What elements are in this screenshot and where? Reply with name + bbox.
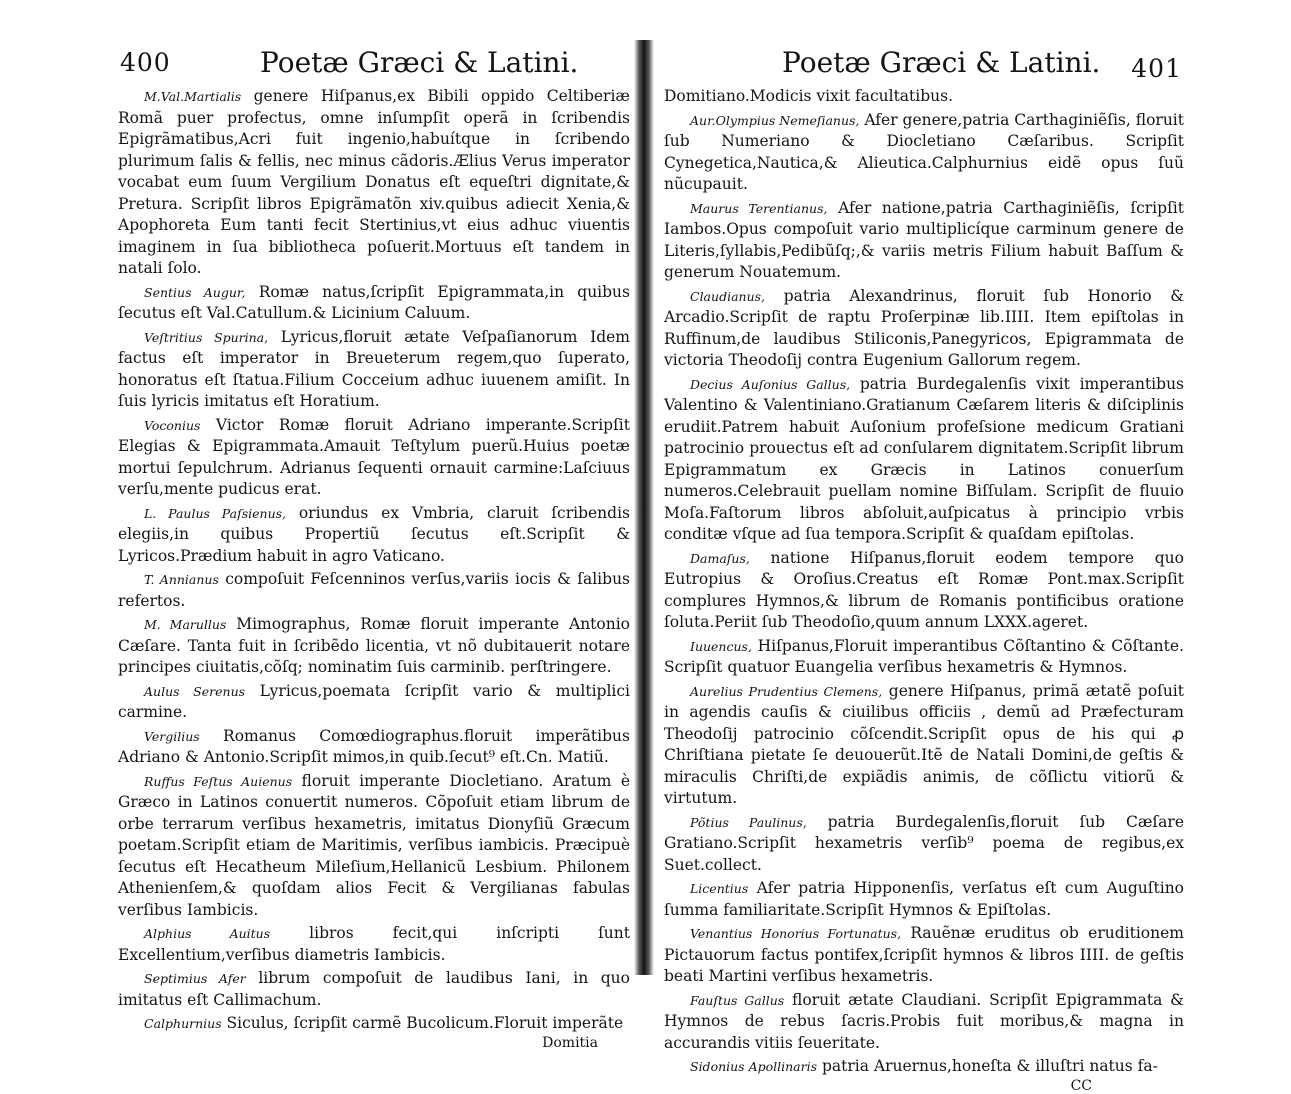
poet-entry xyxy=(118,1013,630,1035)
right-catchword: CC xyxy=(1070,1077,1092,1094)
left-page xyxy=(118,40,631,1051)
poet-name: Alphius Auitus xyxy=(144,926,271,941)
poet-name: Sentius Augur, xyxy=(144,284,246,300)
poet-entry xyxy=(664,923,1184,988)
poet-description: Lyricus,floruit ætate Veſpaſianorum Idem factus eſt imperator in Breueterum regem,quo ſuperato, honoratus eſt ſtatua.Filium Cocceium adhuc iuuenem amiſit. In ſuis lyricis imitatus eſt Horatium. xyxy=(118,327,630,410)
poet-description: Afer genere,patria Carthaginiẽſis, floruit ſub Numeriano & Diocletiano Cæſaribus. Scripſit Cynegetica,Nautica,& Alieutica.Calphurnius eidẽ opus ſuũ nũcupauit. xyxy=(664,110,1184,193)
poet-description: patria Aruernus,honeſta & illuſtri natus fa- xyxy=(821,1057,1158,1075)
poet-name: Venantius Honorius Fortunatus, xyxy=(690,926,902,941)
poet-name: Aur.Olympius Nemeſianus, xyxy=(690,112,860,128)
poet-description: Afer natione,patria Carthaginiẽſis, ſcripſit Iambos.Opus compoſuit vario multiplicíque carminum genere de Literis,ſyllabis,Pedibũſq;,& variis metris Filium habuit Baſſum & generum Nouatemum. xyxy=(664,198,1184,281)
poet-entry xyxy=(664,374,1184,546)
left-entries xyxy=(118,86,630,1035)
poet-name: L. Paulus Paſsienus, xyxy=(144,505,287,521)
poet-description: Siculus, ſcripſit carmẽ Bucolicum.Floruit imperãte xyxy=(226,1014,624,1032)
poet-description: oriundus ex Vmbria, claruit ſcribendis elegiis,in quibus Propertiũ ſecutus eſt.Scripſit & Lyricos.Prædium habuit in agro Vaticano. xyxy=(118,503,630,565)
poet-name: Fauſtus Gallus xyxy=(690,992,785,1008)
poet-description: Hiſpanus,Floruit imperantibus Cõſtantino & Cõſtante. Scripſit quatuor Euangelia verſibus hexametris & Hymnos. xyxy=(664,636,1184,676)
poet-entry xyxy=(118,415,630,501)
left-running-head: Poetæ Græci & Latini. xyxy=(260,46,579,79)
poet-name: Damaſus, xyxy=(690,550,750,566)
poet-description: libros fecit,qui inſcripti ſunt Excellentium,verſibus diametris Iambicis. xyxy=(118,924,630,964)
poet-name: Veſtritius Spurina, xyxy=(144,329,269,345)
poet-entry xyxy=(118,503,630,568)
poet-name: Septimius Afer xyxy=(144,971,246,986)
poet-description: Mimographus, Romæ floruit imperante Antonio Cæſare. Tanta fuit in ſcribẽdo licentia, vt nõ dubitauerit notare principes ciuitatis,cõſq; nominatim ſuis carminib. perſtringere. xyxy=(118,615,631,676)
poet-description: Lyricus,poemata ſcripſit vario & multiplici carmine. xyxy=(118,681,630,721)
poet-entry xyxy=(118,86,630,280)
poet-description: Rauẽnæ eruditus ob eruditionem Pictauorum factus pontifex,ſcripſit hymnos & libros IIII. de geſtis beati Martini verſibus hexametris. xyxy=(664,924,1184,985)
poet-description: floruit ætate Claudiani. Scripſit Epigrammata & Hymnos de rebus ſacris.Probis fuit moribus,& magna in accurandis vitiis ſeueritate. xyxy=(664,990,1184,1052)
poet-name: Ruffus Feſtus Auienus xyxy=(144,773,293,789)
poet-entry xyxy=(118,923,630,966)
poet-entry xyxy=(664,990,1184,1055)
poet-name: Calphurnius xyxy=(144,1016,222,1031)
poet-description: Romanus Comœdiographus.floruit imperãtibus Adriano & Antonio.Scripſit mimos,in quib.ſecut⁹ eſt.Cn. Matiũ. xyxy=(118,726,630,766)
poet-entry xyxy=(118,282,630,325)
poet-description: genere Hiſpanus, primã ætatẽ poſuit in agendis cauſis & ciuilibus officiis , demũ ad Præfecturam Theodoſij patrocinio cõſcendit.Scripſit opus de his qui ꝓ Chriſtiana pietate ſe deuouerũt.Itẽ de Natali Domini,de geſtis & miraculis Chriſti,de expiãdis animis, de cõſlictu vitiorũ & virtutum. xyxy=(664,681,1184,807)
poet-name: Maurus Terentianus, xyxy=(690,200,828,216)
poet-name: M. Marullus xyxy=(144,617,227,632)
poet-entry xyxy=(664,1056,1184,1078)
poet-description: librum compoſuit de laudibus Iani, in quo imitatus eſt Callimachum. xyxy=(118,969,630,1009)
poet-name: T. Annianus xyxy=(144,572,219,587)
poet-entry xyxy=(664,681,1184,810)
left-page-header xyxy=(118,40,630,86)
poet-entry xyxy=(118,968,630,1011)
poet-description: floruit imperante Diocletiano. Aratum è Græco in Latinos conuertit numeros. Cõpoſuit etiam librum de orbe terrarum verſibus hexametris, imitatus Dionyſiũ Græcum poetam.Scripſit etiam de Maritimis, verſibus iambicis. Præcipuè ſecutus eſt Hecatheum Mileſium,Hellanicũ Lesbium. Philonem Athenienſem,& quoſdam alios Fecit & Vergilianas fabulas verſibus Iambicis. xyxy=(118,771,630,919)
poet-description: patria Burdegalenſis vixit imperantibus Valentino & Valentiniano.Gratianum Cæſarem literis & diſciplinis erudiit.Patrem habuit Auſonium profeſsione medicum Gratiani patrocinio prouectus eſt ad conſularem dignitatem.Scripſit librum Epigrammatum ex Græcis in Latinos conuerſum numeros.Celebrauit puellam nomine Biſſulam. Scripſit de fluuio Moſa.Faſtorum libros abſoluit,auſpicatus à principio vrbis conditæ vſque ad ſua tempora.Scripſit & quaſdam epiſtolas. xyxy=(664,374,1185,543)
right-page-header xyxy=(664,40,1184,86)
poet-description: patria Burdegalenſis,floruit ſub Cæſare Gratiano.Scripſit hexametris verſib⁹ poema de regibus,ex Suet.collect. xyxy=(664,812,1184,874)
poet-name: Voconius xyxy=(144,417,201,433)
poet-entry xyxy=(118,771,630,922)
poet-name: Claudianus, xyxy=(690,288,766,304)
poet-name: Licentius xyxy=(690,881,749,896)
right-page xyxy=(664,40,1185,1094)
poet-name: Aurelius Prudentius Clemens, xyxy=(690,683,883,699)
poet-name: Vergilius xyxy=(144,728,200,744)
poet-entry xyxy=(118,327,630,413)
poet-entry xyxy=(664,878,1184,921)
poet-entry xyxy=(118,726,630,769)
poet-name: Sidonius Apollinaris xyxy=(690,1059,818,1074)
poet-description: Victor Romæ floruit Adriano imperante.Scripſit Elegias & Epigrammata.Amauit Teſtylum puerũ.Huius poetæ mortui ſepulchrum. Adrianus ſequenti ornauit carmine:Laſciuus verſu,mente pudicus erat. xyxy=(118,415,630,498)
poet-entry xyxy=(118,614,630,679)
poet-name: Põtius Paulinus, xyxy=(690,814,807,830)
left-page-number: 400 xyxy=(120,48,171,77)
poet-description: patria Alexandrinus, floruit ſub Honorio & Arcadio.Scripſit de raptu Proſerpinæ lib.IIII. Item epiſtolas in Ruffinum,de laudibus Stiliconis,Panegyricos, Epigrammata de victoria Theodoſij contra Eugenium Gallorum regem. xyxy=(664,286,1184,369)
poet-entry xyxy=(664,198,1184,284)
poet-entry xyxy=(664,548,1184,634)
right-opening-line: Domitiano.Modicis vixit facultatibus. xyxy=(664,87,954,105)
poet-name: Decius Auſonius Gallus, xyxy=(690,376,851,392)
poet-name: Aulus Serenus xyxy=(144,683,246,699)
right-page-number: 401 xyxy=(1131,54,1182,83)
poet-entry xyxy=(664,812,1184,877)
right-entries xyxy=(664,86,1184,1078)
book-gutter xyxy=(634,40,654,975)
poet-description: genere Hiſpanus,ex Bibili oppido Celtiberiæ Romã puer profectus, omne inſumpſit operã in ſcribendis Epigrãmatibus,Acri fuit ingenio,habuítque in ſcribendo plurimum ſalis & fellis, nec minus cãdoris.Ælius Verus imperator vocabat eum ſuum Vergilium Donatus eſt equeſtri dignitate,& Pretura. Scripſit libros Epigrãmatõn xiv.quibus adiecit Xenia,& Apophoreta Eum tanti fecit Stertinius,vt eius adhuc viuentis imaginem in ſua bibliotheca poſuerit.Mortuus eſt tandem in natali ſolo. xyxy=(118,87,630,277)
left-catchword: Domitia xyxy=(542,1034,598,1051)
poet-description: natione Hiſpanus,floruit eodem tempore quo Eutropius & Oroſius.Creatus eſt Romæ Pont.max.Scripſit complures Hymnos,& librum de Romanis pontificibus oratione ſoluta.Periit ſub Theodoſio,quum annum LXXX.ageret. xyxy=(664,548,1184,631)
poet-entry xyxy=(664,636,1184,679)
poet-name: Iuuencus, xyxy=(690,638,752,654)
poet-entry xyxy=(118,681,630,724)
poet-description: Afer patria Hipponenſis, verſatus eſt cum Auguſtino ſumma familiaritate.Scripſit Hymnos & Epiſtolas. xyxy=(664,879,1185,919)
poet-entry xyxy=(664,286,1184,372)
poet-name: M.Val.Martialis xyxy=(144,89,242,104)
right-running-head: Poetæ Græci & Latini. xyxy=(782,46,1101,79)
poet-description: Romæ natus,ſcripſit Epigrammata,in quibus ſecutus eſt Val.Catullum.& Licinium Caluum. xyxy=(118,282,630,322)
poet-entry xyxy=(118,569,630,612)
poet-description: compoſuit Feſcenninos verſus,variis iocis & ſalibus refertos. xyxy=(118,570,631,610)
poet-entry xyxy=(664,110,1184,196)
